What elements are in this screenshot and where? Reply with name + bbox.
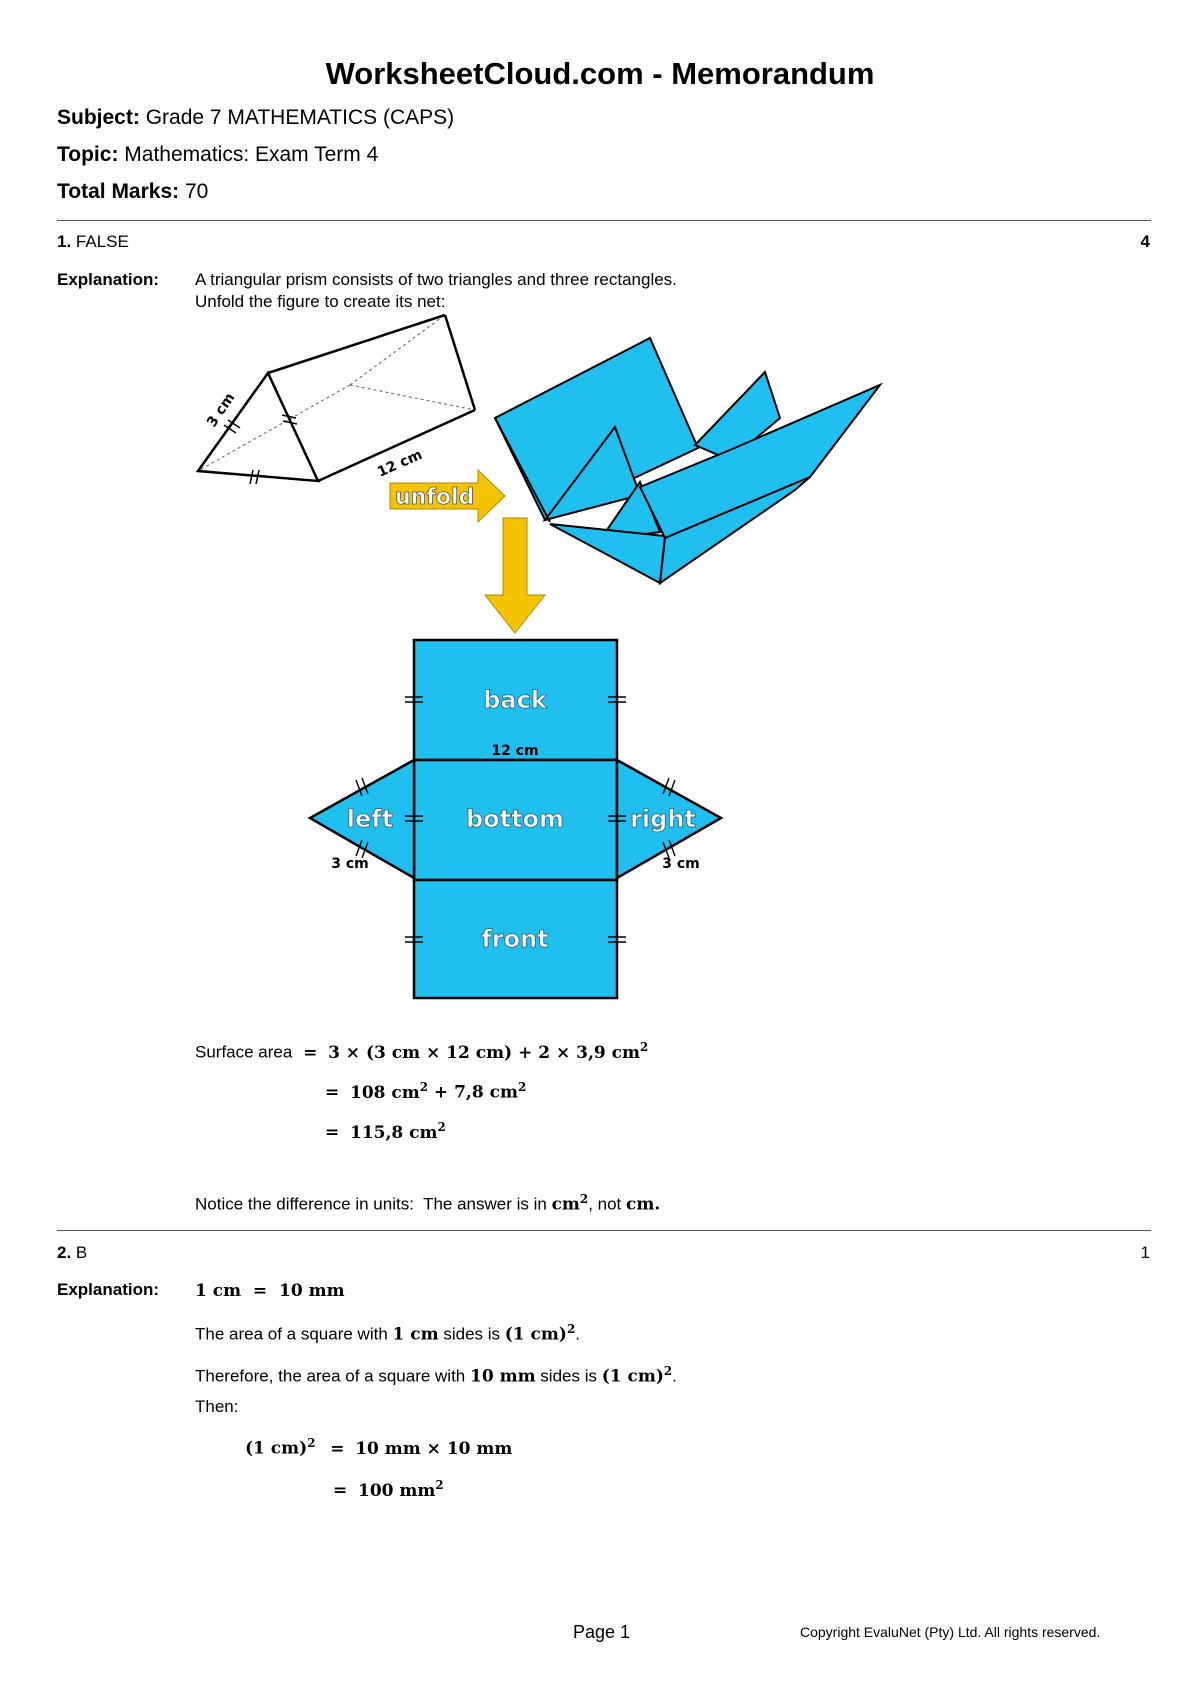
q2-line3-end: .: [672, 1366, 677, 1386]
q2-answer-line: [57, 1243, 87, 1263]
q2-explanation-label: Explanation:: [57, 1280, 160, 1299]
page-title: WorksheetCloud.com - Memorandum: [325, 56, 875, 91]
q1-answer-line: [57, 232, 129, 252]
q2-calc1-eq: =: [330, 1438, 345, 1459]
surface-area-result: 115,8 cm: [349, 1122, 438, 1143]
q2-calc2-eq: =: [333, 1480, 348, 1501]
divider: [57, 1230, 1151, 1231]
q2-calc1-lhs-exp: 2: [307, 1436, 316, 1450]
surface-area-eq: =: [303, 1042, 318, 1063]
q2-line2-end: .: [575, 1324, 580, 1344]
q2-calc-line2: [333, 1478, 444, 1501]
q1-explanation-line2: Unfold the figure to create its net:: [195, 292, 446, 311]
total-marks-label: Total Marks:: [57, 180, 180, 203]
q2-answer: B: [75, 1243, 88, 1262]
q1-explanation-label: Explanation:: [57, 270, 160, 289]
topic-value: Mathematics: Exam Term 4: [124, 143, 379, 166]
q2-line2: [195, 1322, 580, 1345]
surface-area-label: Surface area: [195, 1042, 293, 1062]
surface-area-expression-exp: 2: [639, 1040, 649, 1054]
flat-net: [310, 640, 721, 998]
down-arrow: [485, 518, 545, 633]
net-bottom-label: bottom: [465, 805, 565, 833]
surface-area-line2-eq: =: [325, 1082, 340, 1103]
units-note-unit-exp: 2: [579, 1192, 589, 1206]
surface-area-line2-b: + 7,8 cm: [428, 1082, 518, 1103]
net-left-label: left: [346, 805, 394, 833]
subject-line: [57, 106, 454, 130]
q2-line3-expr: (1 cm): [601, 1366, 664, 1387]
triangular-prism: [198, 315, 475, 484]
net-left-side-label: 3 cm: [331, 856, 369, 872]
q2-line2-mid: sides is: [438, 1324, 505, 1344]
net-length-label: 12 cm: [491, 743, 539, 759]
prism-length-label: 12 cm: [375, 446, 425, 481]
total-marks-value: 70: [184, 180, 209, 203]
q2-number: 2.: [57, 1243, 72, 1262]
q2-line3-exp: 2: [663, 1364, 673, 1378]
total-marks-line: [57, 180, 208, 204]
q2-then: Then:: [195, 1397, 239, 1416]
net-front-label: front: [481, 925, 549, 953]
units-note-end: cm.: [626, 1194, 661, 1215]
prism-net-figure: [0, 300, 1200, 1000]
net-right-label: right: [630, 805, 696, 833]
q2-calc2-rhs: 100 mm: [357, 1480, 436, 1501]
q1-answer: FALSE: [75, 232, 129, 251]
q2-calc1-lhs: (1 cm): [245, 1438, 308, 1459]
units-note-mid: , not: [588, 1194, 626, 1214]
q2-equation-1: 1 cm = 10 mm: [195, 1281, 345, 1301]
surface-area-line1: [195, 1040, 648, 1063]
net-right-side-label: 3 cm: [662, 856, 700, 872]
surface-area-line2: [325, 1080, 526, 1103]
q2-line3-math: 10 mm: [470, 1366, 536, 1387]
partially-unfolded-net: [495, 338, 880, 583]
surface-area-line3: [325, 1120, 446, 1143]
q2-calc-line1: [245, 1436, 512, 1459]
q2-line2-math: 1 cm: [392, 1324, 439, 1345]
surface-area-expression: 3 × (3 cm × 12 cm) + 2 × 3,9 cm: [328, 1042, 640, 1063]
prism-side-label: 3 cm: [204, 390, 239, 431]
subject-value: Grade 7 MATHEMATICS (CAPS): [145, 106, 455, 129]
q2-marks: 1: [1140, 1243, 1150, 1262]
topic-line: [57, 143, 378, 167]
units-note: [195, 1192, 660, 1215]
units-note-unit: cm: [551, 1194, 580, 1215]
net-back-label: back: [483, 686, 547, 714]
surface-area-line2-a-exp: 2: [419, 1080, 429, 1094]
q1-number: 1.: [57, 232, 72, 251]
q2-calc2-exp: 2: [435, 1478, 444, 1492]
subject-label: Subject:: [57, 106, 140, 129]
page-number: Page 1: [573, 1622, 631, 1642]
q1-explanation-line1: A triangular prism consists of two triangles and three rectangles.: [195, 270, 677, 289]
q2-line3-text: Therefore, the area of a square with: [195, 1366, 470, 1386]
q2-line3: [195, 1364, 677, 1387]
surface-area-line3-eq: =: [325, 1122, 340, 1143]
divider: [57, 220, 1151, 221]
unfold-arrow: [390, 470, 505, 522]
unfold-label: unfold: [395, 485, 475, 510]
q1-marks: 4: [1140, 232, 1150, 251]
q2-line2-text: The area of a square with: [195, 1324, 393, 1344]
units-note-text: Notice the difference in units: The answer is in: [195, 1194, 552, 1214]
q2-line2-exp: 2: [566, 1322, 576, 1336]
q2-line3-mid: sides is: [535, 1366, 602, 1386]
surface-area-line2-a: 108 cm: [349, 1082, 420, 1103]
surface-area-result-exp: 2: [437, 1120, 446, 1134]
copyright: Copyright EvaluNet (Pty) Ltd. All rights reserved.: [800, 1624, 1101, 1640]
q2-line2-expr: (1 cm): [504, 1324, 567, 1345]
surface-area-line2-b-exp: 2: [517, 1080, 527, 1094]
topic-label: Topic:: [57, 143, 119, 166]
q2-calc1-rhs: 10 mm × 10 mm: [355, 1438, 513, 1459]
